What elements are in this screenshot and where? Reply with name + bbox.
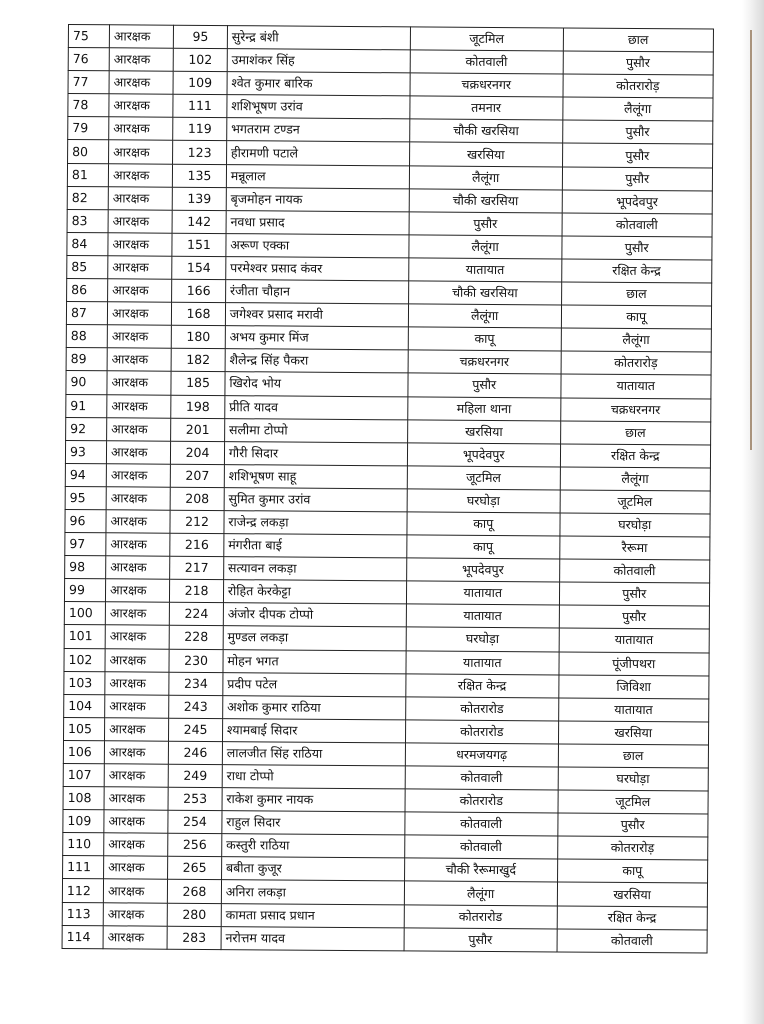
rank-cell: आरक्षक — [108, 186, 172, 210]
new-posting-cell: रक्षित केन्द्र — [557, 905, 708, 929]
new-posting-cell: यातायात — [560, 374, 711, 398]
badge-number-cell: 201 — [171, 418, 225, 441]
badge-number-cell: 254 — [168, 810, 222, 833]
current-posting-cell: पुसौर — [409, 212, 562, 236]
new-posting-cell: पुसौर — [562, 120, 713, 144]
current-posting-cell: यातायात — [406, 581, 559, 605]
serial-number-cell: 92 — [66, 417, 107, 440]
badge-number-cell: 230 — [169, 649, 223, 672]
transfer-table-body — [62, 25, 713, 953]
badge-number-cell: 135 — [173, 164, 227, 187]
serial-number-cell: 111 — [63, 856, 104, 879]
rank-cell: आरक्षक — [107, 371, 171, 395]
rank-cell: आरक्षक — [103, 902, 167, 926]
serial-number-cell: 105 — [63, 717, 104, 740]
serial-number-cell: 78 — [68, 94, 109, 117]
current-posting-cell: धरमजयगढ़ — [405, 743, 558, 767]
employee-name-cell: प्रीति यादव — [225, 395, 408, 419]
table-row — [62, 925, 707, 953]
new-posting-cell: कोतवाली — [562, 213, 713, 237]
current-posting-cell: यातायात — [409, 258, 562, 282]
current-posting-cell: लैलूंगा — [408, 304, 561, 328]
employee-name-cell: रंजीता चौहान — [225, 280, 408, 304]
rank-cell: आरक्षक — [107, 325, 171, 349]
current-posting-cell: चौकी खरसिया — [409, 189, 562, 213]
page-edge-shadow — [742, 0, 764, 1024]
new-posting-cell: पुसौर — [561, 236, 712, 260]
new-posting-cell: भूपदेवपुर — [562, 190, 713, 214]
new-posting-cell: घरघोड़ा — [559, 513, 710, 537]
badge-number-cell: 185 — [171, 372, 225, 395]
rank-cell: आरक्षक — [104, 856, 168, 880]
badge-number-cell: 123 — [173, 141, 227, 164]
current-posting-cell: कापू — [407, 512, 560, 536]
employee-name-cell: मुण्डल लकड़ा — [223, 626, 406, 650]
current-posting-cell: चौकी खरसिया — [408, 281, 561, 305]
new-posting-cell: कोतरारोड़ — [563, 74, 714, 98]
employee-name-cell: उमाशंकर सिंह — [227, 49, 410, 73]
employee-name-cell: मन्नूलाल — [226, 164, 409, 188]
new-posting-cell: पुसौर — [557, 813, 708, 837]
rank-cell: आरक्षक — [106, 556, 170, 580]
rank-cell: आरक्षक — [107, 417, 171, 441]
badge-number-cell: 151 — [172, 233, 226, 256]
badge-number-cell: 228 — [169, 626, 223, 649]
current-posting-cell: जूटमिल — [410, 27, 563, 51]
current-posting-cell: चक्रधरनगर — [410, 73, 563, 97]
current-posting-cell: चौकी रैरूमाखुर्द — [404, 858, 557, 882]
rank-cell: आरक्षक — [106, 487, 170, 511]
badge-number-cell: 249 — [168, 764, 222, 787]
rank-cell: आरक्षक — [105, 648, 169, 672]
badge-number-cell: 204 — [171, 441, 225, 464]
badge-number-cell: 253 — [168, 787, 222, 810]
new-posting-cell: रक्षित केन्द्र — [561, 259, 712, 283]
serial-number-cell: 77 — [68, 71, 109, 94]
badge-number-cell: 246 — [169, 741, 223, 764]
employee-name-cell: शशिभूषण साहू — [224, 464, 407, 488]
employee-name-cell: अशोक कुमार राठिया — [223, 695, 406, 719]
serial-number-cell: 99 — [64, 579, 105, 602]
new-posting-cell: खरसिया — [558, 721, 709, 745]
employee-name-cell: श्वेत कुमार बारिक — [227, 72, 410, 96]
rank-cell: आरक्षक — [107, 302, 171, 326]
badge-number-cell: 216 — [170, 533, 224, 556]
serial-number-cell: 82 — [67, 186, 108, 209]
serial-number-cell: 94 — [65, 463, 106, 486]
rank-cell: आरक्षक — [105, 602, 169, 626]
employee-name-cell: श्यामबाई सिदार — [222, 718, 405, 742]
rank-cell: आरक्षक — [109, 117, 173, 141]
rank-cell: आरक्षक — [106, 440, 170, 464]
employee-name-cell: बबीता कुजूर — [221, 857, 404, 881]
new-posting-cell: छाल — [563, 28, 714, 52]
serial-number-cell: 76 — [68, 48, 109, 71]
current-posting-cell: पुसौर — [408, 373, 561, 397]
rank-cell: आरक्षक — [109, 48, 173, 72]
rank-cell: आरक्षक — [105, 579, 169, 603]
serial-number-cell: 110 — [63, 833, 104, 856]
serial-number-cell: 113 — [62, 902, 103, 925]
badge-number-cell: 212 — [170, 510, 224, 533]
current-posting-cell: कोतवाली — [405, 835, 558, 859]
employee-name-cell: शैलेन्द्र सिंह पैकरा — [225, 349, 408, 373]
rank-cell: आरक्षक — [109, 71, 173, 95]
badge-number-cell: 111 — [173, 95, 227, 118]
rank-cell: आरक्षक — [105, 625, 169, 649]
employee-name-cell: राकेश कुमार नायक — [222, 788, 405, 812]
badge-number-cell: 139 — [172, 187, 226, 210]
current-posting-cell: यातायात — [406, 650, 559, 674]
employee-name-cell: राजेन्द्र लकड़ा — [224, 511, 407, 535]
employee-name-cell: हीरामणी पटाले — [226, 141, 409, 165]
rank-cell: आरक्षक — [103, 879, 167, 903]
badge-number-cell: 154 — [172, 256, 226, 279]
employee-name-cell: राधा टोप्पो — [222, 765, 405, 789]
serial-number-cell: 102 — [64, 648, 105, 671]
employee-name-cell: जगेश्वर प्रसाद मरावी — [225, 303, 408, 327]
new-posting-cell: जूटमिल — [558, 790, 709, 814]
badge-number-cell: 102 — [173, 48, 227, 71]
new-posting-cell: छाल — [558, 744, 709, 768]
current-posting-cell: कोतरारोड — [405, 789, 558, 813]
current-posting-cell: कोतरारोड — [405, 720, 558, 744]
badge-number-cell: 234 — [169, 672, 223, 695]
current-posting-cell: रक्षित केन्द्र — [406, 673, 559, 697]
serial-number-cell: 98 — [65, 556, 106, 579]
serial-number-cell: 86 — [67, 279, 108, 302]
current-posting-cell: यातायात — [406, 604, 559, 628]
employee-name-cell: सुरेन्द्र बंशी — [227, 26, 410, 50]
new-posting-cell: लैलूंगा — [561, 328, 712, 352]
new-posting-cell: पूंजीपथरा — [558, 651, 709, 675]
rank-cell: आरक्षक — [109, 94, 173, 118]
current-posting-cell: खरसिया — [408, 419, 561, 443]
serial-number-cell: 97 — [65, 533, 106, 556]
serial-number-cell: 100 — [64, 602, 105, 625]
rank-cell: आरक्षक — [104, 787, 168, 811]
rank-cell: आरक्षक — [107, 394, 171, 418]
employee-name-cell: रोहित केरकेट्टा — [223, 580, 406, 604]
rank-cell: आरक्षक — [105, 671, 169, 695]
rank-cell: आरक्षक — [104, 810, 168, 834]
new-posting-cell: छाल — [560, 421, 711, 445]
serial-number-cell: 93 — [65, 440, 106, 463]
serial-number-cell: 87 — [66, 302, 107, 325]
current-posting-cell: कापू — [407, 535, 560, 559]
employee-name-cell: नरोत्तम यादव — [221, 926, 404, 950]
badge-number-cell: 119 — [173, 118, 227, 141]
badge-number-cell: 198 — [171, 395, 225, 418]
new-posting-cell: लैलूंगा — [560, 467, 711, 491]
badge-number-cell: 166 — [172, 279, 226, 302]
badge-number-cell: 224 — [170, 603, 224, 626]
serial-number-cell: 79 — [68, 117, 109, 140]
new-posting-cell: पुसौर — [559, 582, 710, 606]
current-posting-cell: तमनार — [410, 96, 563, 120]
serial-number-cell: 83 — [67, 209, 108, 232]
serial-number-cell: 95 — [65, 486, 106, 509]
new-posting-cell: यातायात — [558, 698, 709, 722]
serial-number-cell: 91 — [66, 394, 107, 417]
serial-number-cell: 104 — [64, 694, 105, 717]
new-posting-cell: कोतरारोड़ — [561, 351, 712, 375]
serial-number-cell: 101 — [64, 625, 105, 648]
badge-number-cell: 218 — [170, 579, 224, 602]
current-posting-cell: कोतरारोड — [404, 904, 557, 928]
employee-name-cell: शशिभूषण उरांव — [227, 95, 410, 119]
new-posting-cell: कोतरारोड़ — [557, 836, 708, 860]
employee-name-cell: सुमित कुमार उरांव — [224, 487, 407, 511]
serial-number-cell: 108 — [63, 787, 104, 810]
new-posting-cell: चक्रधरनगर — [560, 397, 711, 421]
new-posting-cell: छाल — [561, 282, 712, 306]
serial-number-cell: 109 — [63, 810, 104, 833]
employee-name-cell: अनिरा लकड़ा — [221, 880, 404, 904]
employee-name-cell: राहुल सिदार — [222, 811, 405, 835]
new-posting-cell: खरसिया — [557, 882, 708, 906]
new-posting-cell: यातायात — [559, 628, 710, 652]
badge-number-cell: 95 — [174, 25, 228, 48]
serial-number-cell: 96 — [65, 509, 106, 532]
employee-name-cell: गौरी सिदार — [224, 441, 407, 465]
current-posting-cell: घरघोड़ा — [406, 627, 559, 651]
rank-cell: आरक्षक — [106, 533, 170, 557]
employee-name-cell: सत्यावन लकड़ा — [223, 557, 406, 581]
badge-number-cell: 265 — [168, 857, 222, 880]
serial-number-cell: 89 — [66, 348, 107, 371]
serial-number-cell: 88 — [66, 325, 107, 348]
new-posting-cell: जूटमिल — [560, 490, 711, 514]
serial-number-cell: 112 — [62, 879, 103, 902]
badge-number-cell: 243 — [169, 695, 223, 718]
new-posting-cell: कापू — [561, 305, 712, 329]
badge-number-cell: 208 — [170, 487, 224, 510]
serial-number-cell: 84 — [67, 232, 108, 255]
new-posting-cell: घरघोड़ा — [558, 767, 709, 791]
employee-name-cell: अभय कुमार मिंज — [225, 326, 408, 350]
rank-cell: आरक्षक — [108, 163, 172, 187]
rank-cell: आरक्षक — [105, 718, 169, 742]
rank-cell: आरक्षक — [106, 510, 170, 534]
badge-number-cell: 283 — [167, 926, 221, 949]
rank-cell: आरक्षक — [108, 210, 172, 234]
employee-name-cell: भगतराम टण्डन — [227, 118, 410, 142]
transfer-table — [62, 24, 714, 953]
employee-name-cell: बृजमोहन नायक — [226, 187, 409, 211]
badge-number-cell: 268 — [168, 880, 222, 903]
rank-cell: आरक्षक — [108, 279, 172, 303]
current-posting-cell: कापू — [408, 327, 561, 351]
badge-number-cell: 245 — [169, 718, 223, 741]
binding-edge — [750, 30, 752, 450]
badge-number-cell: 217 — [170, 556, 224, 579]
new-posting-cell: कापू — [557, 859, 708, 883]
rank-cell: आरक्षक — [108, 256, 172, 280]
employee-name-cell: परमेश्वर प्रसाद कंवर — [226, 257, 409, 281]
current-posting-cell: चौकी खरसिया — [410, 119, 563, 143]
employee-name-cell: अरूण एक्का — [226, 233, 409, 257]
new-posting-cell: कोतवाली — [559, 559, 710, 583]
employee-name-cell: खिरोद भोय — [225, 372, 408, 396]
rank-cell: आरक्षक — [104, 833, 168, 857]
employee-name-cell: प्रदीप पटेल — [223, 672, 406, 696]
employee-name-cell: सलीमा टोप्पो — [224, 418, 407, 442]
rank-cell: आरक्षक — [109, 140, 173, 164]
employee-name-cell: मोहन भगत — [223, 649, 406, 673]
current-posting-cell: लैलूंगा — [404, 881, 557, 905]
employee-name-cell: मंगरीता बाई — [224, 534, 407, 558]
current-posting-cell: कोतवाली — [405, 812, 558, 836]
badge-number-cell: 168 — [172, 302, 226, 325]
current-posting-cell: लैलूंगा — [409, 235, 562, 259]
rank-cell: आरक्षक — [109, 25, 173, 49]
new-posting-cell: रक्षित केन्द्र — [560, 444, 711, 468]
serial-number-cell: 75 — [68, 25, 109, 48]
rank-cell: आरक्षक — [107, 348, 171, 372]
new-posting-cell: जिविशा — [558, 675, 709, 699]
employee-name-cell: अंजोर दीपक टोप्पो — [223, 603, 406, 627]
current-posting-cell: कोतवाली — [405, 766, 558, 790]
current-posting-cell: महिला थाना — [408, 396, 561, 420]
current-posting-cell: घरघोड़ा — [407, 489, 560, 513]
badge-number-cell: 182 — [171, 349, 225, 372]
new-posting-cell: पुसौर — [562, 143, 713, 167]
badge-number-cell: 142 — [172, 210, 226, 233]
employee-name-cell: लालजीत सिंह राठिया — [222, 742, 405, 766]
badge-number-cell: 256 — [168, 833, 222, 856]
employee-name-cell: नवधा प्रसाद — [226, 210, 409, 234]
serial-number-cell: 114 — [62, 925, 103, 948]
current-posting-cell: खरसिया — [409, 142, 562, 166]
rank-cell: आरक्षक — [105, 694, 169, 718]
new-posting-cell: पुसौर — [563, 51, 714, 75]
badge-number-cell: 109 — [173, 71, 227, 94]
serial-number-cell: 80 — [68, 140, 109, 163]
badge-number-cell: 280 — [167, 903, 221, 926]
current-posting-cell: लैलूंगा — [409, 165, 562, 189]
current-posting-cell: पुसौर — [404, 928, 557, 952]
badge-number-cell: 207 — [170, 464, 224, 487]
rank-cell: आरक्षक — [104, 741, 168, 765]
rank-cell: आरक्षक — [108, 233, 172, 257]
serial-number-cell: 81 — [67, 163, 108, 186]
serial-number-cell: 107 — [63, 763, 104, 786]
new-posting-cell: पुसौर — [559, 605, 710, 629]
current-posting-cell: चक्रधरनगर — [408, 350, 561, 374]
serial-number-cell: 90 — [66, 371, 107, 394]
new-posting-cell: पुसौर — [562, 167, 713, 191]
new-posting-cell: कोतवाली — [557, 929, 708, 953]
rank-cell: आरक्षक — [106, 464, 170, 488]
employee-name-cell: कामता प्रसाद प्रधान — [221, 903, 404, 927]
current-posting-cell: कोतवाली — [410, 50, 563, 74]
new-posting-cell: लैलूंगा — [562, 97, 713, 121]
current-posting-cell: जूटमिल — [407, 466, 560, 490]
current-posting-cell: भूपदेवपुर — [407, 443, 560, 467]
badge-number-cell: 180 — [171, 325, 225, 348]
serial-number-cell: 103 — [64, 671, 105, 694]
serial-number-cell: 85 — [67, 255, 108, 278]
current-posting-cell: कोतरारोड — [406, 697, 559, 721]
rank-cell: आरक्षक — [104, 764, 168, 788]
new-posting-cell: रैरूमा — [559, 536, 710, 560]
current-posting-cell: भूपदेवपुर — [407, 558, 560, 582]
rank-cell: आरक्षक — [103, 925, 167, 949]
serial-number-cell: 106 — [63, 740, 104, 763]
employee-name-cell: कस्तुरी राठिया — [222, 834, 405, 858]
